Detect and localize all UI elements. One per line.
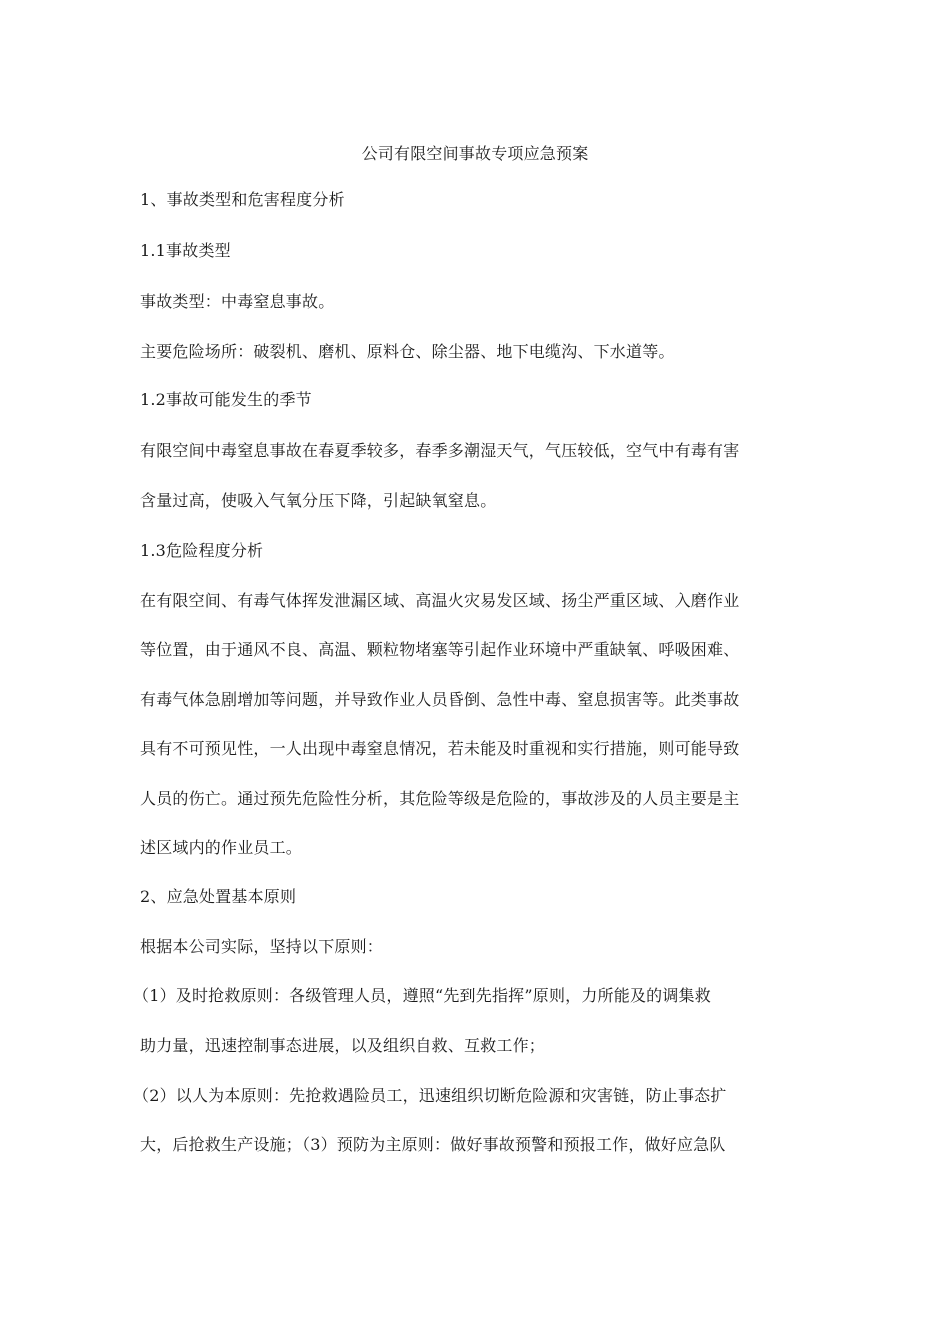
paragraph-line: 在有限空间、有毒气体挥发泄漏区域、高温火灾易发区域、扬尘严重区域、入磨作业 <box>140 591 740 610</box>
paragraph-line: 助力量，迅速控制事态进展，以及组织自救、互救工作； <box>140 1036 546 1055</box>
paragraph-line: 有限空间中毒窒息事故在春夏季较多，春季多潮湿天气，气压较低，空气中有毒有害 <box>140 441 740 460</box>
paragraph-line: 大，后抢救生产设施；（3）预防为主原则：做好事故预警和预报工作，做好应急队 <box>140 1135 726 1154</box>
section-heading-1: 1、事故类型和危害程度分析 <box>140 190 345 209</box>
paragraph-line: 根据本公司实际，坚持以下原则： <box>140 937 384 956</box>
subsection-heading-1-3: 1.3危险程度分析 <box>140 541 264 560</box>
paragraph-line: 等位置，由于通风不良、高温、颗粒物堵塞等引起作业环境中严重缺氧、呼吸困难、 <box>140 640 740 659</box>
paragraph-line: 人员的伤亡。通过预先危险性分析，其危险等级是危险的，事故涉及的人员主要是主 <box>140 789 740 808</box>
document-title: 公司有限空间事故专项应急预案 <box>361 144 589 163</box>
paragraph-line: 述区域内的作业员工。 <box>140 838 303 857</box>
paragraph-line: 有毒气体急剧增加等问题，并导致作业人员昏倒、急性中毒、窒息损害等。此类事故 <box>140 690 740 709</box>
subsection-heading-1-2: 1.2事故可能发生的季节 <box>140 390 312 409</box>
section-heading-2: 2、应急处置基本原则 <box>140 887 297 906</box>
paragraph-line: 主要危险场所：破裂机、磨机、原料仓、除尘器、地下电缆沟、下水道等。 <box>140 342 675 361</box>
paragraph-line: 事故类型：中毒窒息事故。 <box>140 292 335 311</box>
subsection-heading-1-1: 1.1事故类型 <box>140 241 231 260</box>
paragraph-line: 具有不可预见性，一人出现中毒窒息情况，若未能及时重视和实行措施，则可能导致 <box>140 739 740 758</box>
principle-item-1: （1）及时抢救原则：各级管理人员，遵照“先到先指挥”原则，力所能及的调集救 <box>133 986 711 1005</box>
paragraph-line: 含量过高，使吸入气氧分压下降，引起缺氧窒息。 <box>140 491 497 510</box>
principle-item-2: （2）以人为本原则：先抢救遇险员工，迅速组织切断危险源和灾害链，防止事态扩 <box>133 1086 727 1105</box>
